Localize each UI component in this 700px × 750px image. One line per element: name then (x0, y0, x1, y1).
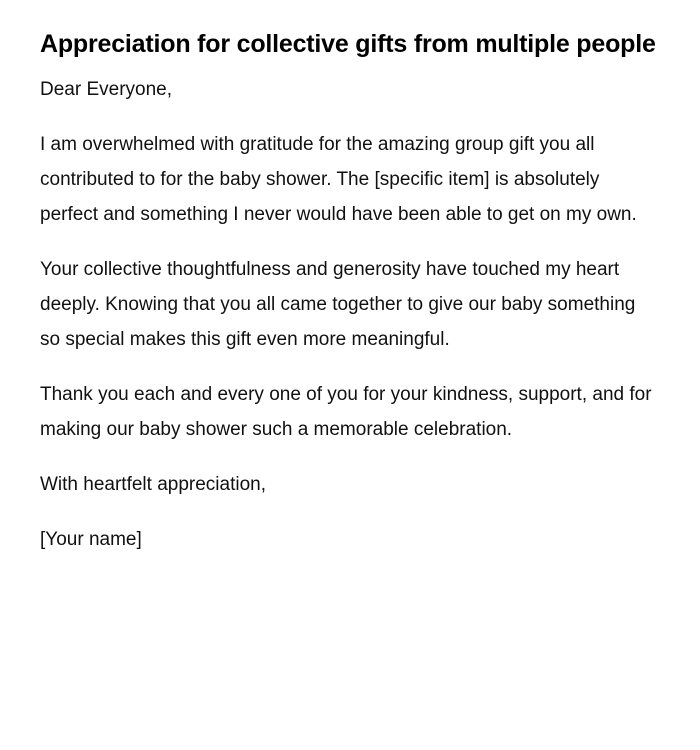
letter-title: Appreciation for collective gifts from multiple people (40, 30, 656, 58)
closing-line: With heartfelt appreciation, (40, 474, 267, 495)
body-paragraph-3: Thank you each and every one of you for your kindness, support, and for making our baby shower such a memorable celebration. (40, 384, 652, 440)
body-paragraph-1: I am overwhelmed with gratitude for the amazing group gift you all contributed to for the baby shower. The [specific item] is absolutely perfect and something I never would have been able to get on my own. (40, 134, 637, 225)
body-paragraph-2: Your collective thoughtfulness and generosity have touched my heart deeply. Knowing that you all came together to give our baby something so special makes this gift even more meaningful. (40, 259, 636, 350)
salutation: Dear Everyone, (40, 79, 173, 100)
signature-placeholder: [Your name] (40, 529, 142, 550)
